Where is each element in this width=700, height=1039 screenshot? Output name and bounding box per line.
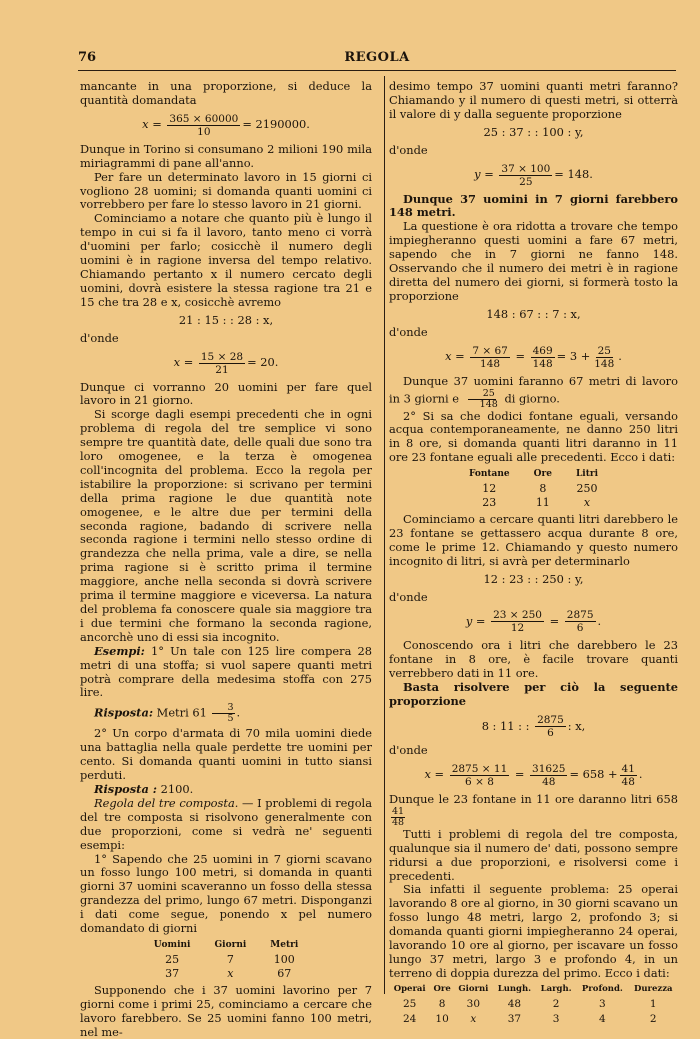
fraction: [620, 763, 637, 788]
paragraph: Si scorge dagli esempi precedenti che in ogni problema di regola del tre semplice vi sono sempre tre quantità date, delle quali due sono tra loro omogenee, e la terza è omogenea coll'incognita del problema. Ecco la regola per istabilire la proporzione: si scrivano per termini della prima ragione le due quantità note omogenee, e le altre due per termini della seconda ragione, badando di scrivere nella seconda ragione i termini nello stesso ordine di grandezza che nella prima, vale a dire, se nella prima ragione si è scritto prima il termine maggiore, anche nella seconda si dovrà scrivere prima il termine maggiore e viceversa. La natura del problema fa conoscere quale sia maggiore tra i due termini che formano la seconda ragione, ancorchè uno di essi sia incognito.: [80, 407, 372, 644]
donde-label: d'onde: [389, 324, 428, 339]
page-header: [78, 50, 676, 72]
table-header: Litri: [575, 469, 599, 480]
table-header: Giorni: [458, 983, 489, 994]
table-cell: 48: [507, 997, 522, 1010]
denominator: 48: [542, 775, 556, 788]
proportion-part: 8 : 11 : :: [481, 718, 530, 733]
denominator: 5: [227, 713, 234, 725]
denominator: 148: [480, 357, 501, 370]
table-header: Operai: [393, 983, 426, 994]
answer-label: Risposta:: [94, 705, 154, 720]
table-cell: 10: [435, 1012, 449, 1025]
text: Dunque le 23 fontane in 11 ore daranno litri 658: [389, 791, 678, 806]
section-text: — I problemi di regola del tre composta si risolvono generalmente con due proporzioni, come si vedrà ne' seguenti esempi:: [80, 795, 372, 852]
denominator: 6: [576, 622, 584, 635]
left-column: [80, 80, 372, 1039]
paragraph: Dunque ci vorranno 20 uomini per fare quel lavoro in 21 giorno.: [80, 379, 372, 408]
denominator: 48: [392, 816, 405, 828]
table-row: [389, 997, 678, 1012]
denominator: 25: [519, 175, 533, 188]
table-cell: 37: [507, 1012, 522, 1025]
numerator: 41: [621, 762, 635, 775]
fraction: [465, 389, 499, 410]
right-column: [389, 80, 678, 1029]
table-header: Ore: [433, 983, 451, 994]
table-header: Metri: [270, 939, 299, 950]
answer-label: Risposta :: [94, 781, 157, 796]
denominator: 148: [479, 398, 498, 410]
paragraph: [389, 793, 678, 828]
example-label: Esempi:: [94, 643, 145, 658]
numerator: 41: [392, 805, 405, 817]
answer-line: Risposta: Metri 61 $\frac{3}{5}$ .: [94, 702, 241, 725]
data-table: [457, 468, 610, 510]
fraction: [391, 807, 405, 828]
numerator: 7 × 67: [472, 344, 508, 357]
running-title: REGOLA: [344, 50, 410, 65]
numerator: 25: [597, 344, 611, 357]
numerator: 37 × 100: [501, 162, 551, 175]
denominator: 48: [621, 775, 635, 788]
table-header: Largh.: [540, 983, 572, 994]
table-cell: 12: [482, 482, 497, 496]
numerator: 2875: [566, 609, 594, 622]
table-cell: 250: [576, 482, 598, 496]
fraction: [450, 763, 510, 788]
fraction: [470, 345, 510, 370]
fraction: [212, 703, 234, 724]
table-cell: 30: [466, 997, 481, 1010]
denominator: 21: [215, 363, 229, 376]
table-header: Ore: [533, 469, 552, 480]
equation-middle: = 658 +: [569, 767, 618, 782]
numerator: 2875: [537, 714, 564, 726]
equation-lhs: y: [474, 167, 481, 182]
table-row: [389, 1012, 678, 1027]
table-row: [457, 482, 610, 496]
column-divider: [384, 76, 385, 994]
proportion: 25 : 37 : : 100 : y,: [483, 124, 584, 139]
table-cell: 8: [438, 997, 446, 1010]
table-cell: 25: [165, 952, 180, 966]
fraction: [531, 345, 555, 370]
table-header: Giorni: [214, 939, 247, 950]
paragraph: [80, 797, 372, 853]
equation-rhs: = 148.: [554, 167, 593, 182]
fraction: [565, 609, 596, 634]
answer-line: [80, 783, 372, 797]
table-row: [457, 496, 610, 510]
denominator: 12: [510, 622, 525, 635]
donde-label: d'onde: [80, 330, 119, 345]
proportion: 148 : 67 : : 7 : x,: [486, 306, 581, 321]
paragraph: Supponendo che i 37 uomini lavorino per 7 giorni come i primi 25, cominciamo a cercare che lavoro farebbero. Se 25 uomini fanno 100 metri, nel me-: [80, 982, 372, 1039]
proportion: 21 : 15 : : 28 : x,: [178, 312, 274, 327]
fraction: [167, 113, 240, 138]
equation-lhs: x: [173, 355, 181, 370]
equation-rhs: = 20.: [247, 355, 279, 370]
table-cell: 24: [403, 1012, 417, 1025]
fraction: [491, 609, 544, 634]
numerator: 469: [532, 344, 553, 357]
table-header: Fontane: [468, 469, 510, 480]
table-row: [142, 953, 311, 967]
page-number: 76: [78, 50, 97, 65]
table-cell: 3: [552, 1012, 560, 1025]
data-table: [389, 983, 678, 1027]
denominator: 10: [197, 125, 211, 138]
equation: x = $\frac{365 \times 60000}{10}$ = 2190000.: [142, 112, 310, 138]
paragraph: 1° Sapendo che 25 uomini in 7 giorni scavano un fosso lungo 100 metri, si domanda in quanti giorni 37 uomini scaveranno un fosso della stessa grandezza del primo, lungo 67 metri. Disponganzi i dati come segue, ponendo x pel numero domandato di giorni: [80, 851, 372, 936]
numerator: 15 × 28: [200, 350, 244, 363]
paragraph: Sia infatti il seguente problema: 25 operai lavorando 8 ore al giorno, in 30 giorni scavano un fosso lungo 48 metri, largo 2, profondo 3; si domanda quanti giorni impiegheranno 24 operai, lavorando 10 ore al giorno, per iscavare un fosso lungo 37 metri, largo 3 e profondo 4, in un terreno di doppia durezza del primo. Ecco i dati:: [389, 882, 678, 980]
table-cell: x: [227, 966, 234, 980]
table-row: [142, 967, 311, 981]
numerator: 3: [212, 703, 234, 714]
fraction: [592, 345, 616, 370]
answer-text: 2100.: [160, 781, 194, 796]
numerator: 25: [468, 389, 496, 400]
table-cell: 1: [649, 997, 657, 1010]
paragraph: La questione è ora ridotta a trovare che tempo impiegheranno questi uomini a fare 67 metri, sapendo che in 7 giorni ne fanno 148. Osservando che il numero dei metri è in ragione diretta del numero dei giorni, si formerà tosto la proporzione: [389, 219, 678, 303]
paragraph: Tutti i problemi di regola del tre composta, qualunque sia il numero de' dati, possono sempre ridursi a due proporzioni, e risolversi come i precedenti.: [389, 826, 678, 883]
equation: x = $\frac{15 \times 28}{21}$ = 20.: [173, 350, 279, 376]
equation: [389, 714, 678, 739]
table-cell: 7: [226, 952, 234, 966]
equation-middle: = 3 +: [556, 349, 591, 364]
table-cell: x: [470, 1012, 477, 1025]
numerator: 365 × 60000: [169, 112, 239, 125]
table-header: Profond.: [581, 983, 623, 994]
fraction: [530, 763, 567, 788]
text: di giorno.: [504, 391, 560, 405]
answer-text: Metri 61: [156, 705, 207, 720]
denominator: 6: [547, 727, 554, 739]
table-cell: 37: [165, 966, 180, 980]
denominator: 148: [532, 357, 553, 370]
fraction: [535, 714, 566, 739]
paragraph: Per fare un determinato lavoro in 15 giorni ci vogliono 28 uomini; si domanda quanti uomini ci vorrebbero per fare lo stesso lavoro in 21 giorni.: [80, 169, 372, 212]
equation: y = $\frac{23 \times 250}{12}$ = $\frac{2875}{6}$ .: [465, 609, 602, 635]
fraction: [499, 163, 552, 188]
equation-rhs: = 2190000.: [242, 117, 310, 132]
denominator: 148: [594, 357, 615, 370]
donde-label: d'onde: [389, 589, 428, 604]
header-rule: [78, 70, 676, 71]
donde-label: d'onde: [389, 743, 428, 757]
paragraph: Conoscendo ora i litri che darebbero le 23 fontane in 8 ore, è facile trovare quanti verrebbero dati in 11 ore.: [389, 638, 678, 681]
paragraph: Dunque in Torino si consumano 2 milioni 190 mila miriagrammi di pane all'anno.: [80, 141, 372, 170]
table-cell: 100: [273, 952, 295, 966]
paragraph: 2° Un corpo d'armata di 70 mila uomini diede una battaglia nella quale perdette tre uomini per cento. Si domanda quanti uomini in tutto siansi perduti.: [80, 726, 372, 783]
paragraph: 2° Si sa che dodici fontane eguali, versando acqua contemporaneamente, ne danno 250 litri in 8 ore, si domanda quanti litri daranno in 11 ore 23 fontane eguali alle precedenti. Ecco i dati:: [389, 408, 678, 465]
paragraph: Cominciamo a cercare quanti litri darebbero le 23 fontane se gettassero acqua durante 8 ore, come le prime 12. Chiamando y questo numero incognito di litri, si avrà per determinarlo: [389, 512, 678, 568]
table-cell: 2: [649, 1012, 657, 1025]
paragraph: Dunque 37 uomini in 7 giorni farebbero 148 metri.: [389, 191, 678, 220]
table-cell: 25: [403, 997, 417, 1010]
paragraph: Basta risolvere per ciò la seguente proporzione: [389, 680, 678, 709]
equation-lhs: y: [465, 614, 473, 629]
table-header: Uomini: [153, 939, 191, 950]
proportion-part: : x,: [567, 718, 586, 733]
table-cell: 11: [535, 496, 550, 510]
equation: x = $\frac{7 \times 67}{148}$ = $\frac{469}{148}$ = 3 + $\frac{25}{148}$ .: [445, 344, 622, 370]
example-text: 1° Un tale con 125 lire compera 28 metri di una stoffa; si vuol sapere quanti metri potrà comprare della medesima stoffa con 275 lire.: [80, 643, 372, 700]
numerator: 2875 × 11: [451, 762, 508, 775]
table-cell: 2: [552, 997, 560, 1010]
table-cell: 3: [599, 997, 606, 1010]
section-label: Regola del tre composta.: [94, 795, 239, 810]
proportion: 12 : 23 : : 250 : y,: [483, 571, 584, 586]
table-cell: x: [583, 496, 591, 510]
table-cell: 67: [277, 966, 292, 980]
text: Dunque 37 uomini faranno 67 metri di lavoro in 3 giorni e: [389, 373, 678, 405]
equation: x = $\frac{2875 \times 11}{6 \times 8}$ = $\frac{31625}{48}$ = 658 + $\frac{41}{48}$ .: [424, 762, 643, 788]
data-table: [142, 939, 311, 981]
table-header: Durezza: [633, 983, 673, 994]
paragraph: mancante in una proporzione, si deduce la quantità domandata: [80, 79, 372, 107]
denominator: 6 × 8: [465, 775, 494, 788]
equation-lhs: x: [142, 117, 149, 132]
paragraph: Cominciamo a notare che quanto più è lungo il tempo in cui si fa il lavoro, tanto meno ci vorrà d'uomini per farlo; cosicchè il numero degli uomini è in ragione inversa del tempo relativo. Chiamando pertanto x il numero cercato degli uomini, dovrà esistere la stessa ragione tra 21 e 15 che tra 28 e x, cosicchè avremo: [80, 211, 372, 309]
table-header: Lungh.: [497, 983, 532, 994]
table-cell: 4: [599, 1012, 606, 1025]
donde-label: d'onde: [389, 142, 428, 157]
table-cell: 23: [482, 496, 497, 510]
paragraph: [389, 375, 678, 410]
example-paragraph: [80, 645, 372, 701]
equation-lhs: x: [424, 767, 431, 782]
equation-lhs: x: [445, 349, 452, 364]
table-cell: 8: [539, 482, 547, 496]
fraction: [199, 351, 245, 376]
equation: y = $\frac{37 \times 100}{25}$ = 148.: [474, 162, 593, 188]
numerator: 23 × 250: [493, 609, 542, 622]
paragraph: desimo tempo 37 uomini quanti metri faranno? Chiamando y il numero di questi metri, si otterrà il valore di y dalla seguente proporzione: [389, 79, 678, 121]
numerator: 31625: [532, 762, 566, 775]
